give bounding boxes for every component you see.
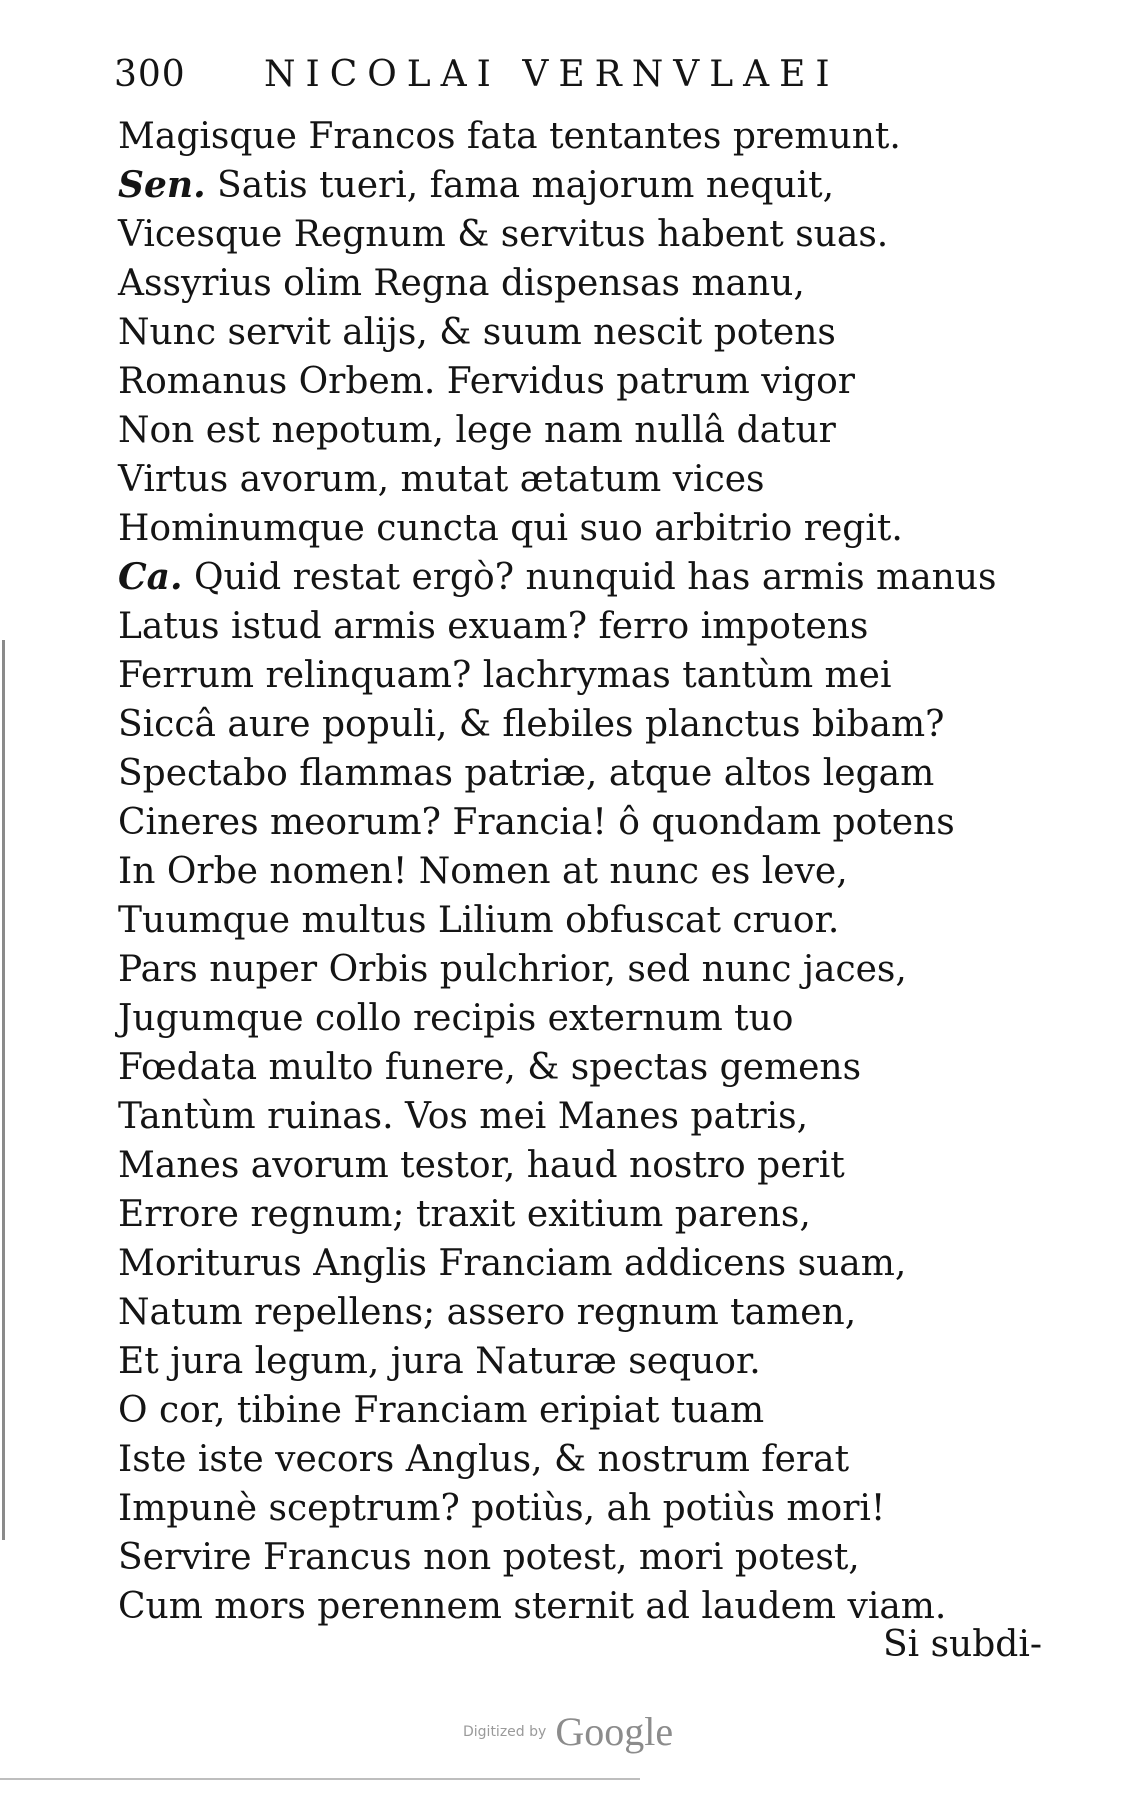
- verse-line: [118, 1386, 1018, 1435]
- verse-text: In Orbe nomen! Nomen at nunc es leve,: [118, 851, 848, 892]
- verse-text: Satis tueri, fama majorum nequit,: [205, 165, 835, 206]
- verse-text: Vicesque Regnum & servitus habent suas.: [118, 214, 889, 255]
- verse-line: [118, 798, 1018, 847]
- verse-text: Errore regnum; traxit exitium parens,: [118, 1194, 811, 1235]
- verse-text: Quid restat ergò? nunquid has armis manus: [182, 557, 997, 598]
- verse-line: [118, 1337, 1018, 1386]
- verse-line: [118, 259, 1018, 308]
- verse-line: [118, 847, 1018, 896]
- verse-text: Pars nuper Orbis pulchrior, sed nunc jaces,: [118, 949, 907, 990]
- verse-text: Virtus avorum, mutat ætatum vices: [118, 459, 765, 500]
- verse-line: [118, 553, 1018, 602]
- verse-line: [118, 994, 1018, 1043]
- speaker-label: Sen.: [118, 164, 206, 206]
- verse-line: [118, 308, 1018, 357]
- verse-text: Tantùm ruinas. Vos mei Manes patris,: [118, 1096, 809, 1137]
- verse-text: Impunè sceptrum? potiùs, ah potiùs mori!: [118, 1488, 886, 1529]
- page-header: [114, 54, 1014, 104]
- verse-text: Non est nepotum, lege nam nullâ datur: [118, 410, 836, 451]
- digitization-watermark: [463, 1708, 673, 1755]
- verse-text: Manes avorum testor, haud nostro perit: [118, 1145, 845, 1186]
- watermark-prefix: Digitized by: [463, 1723, 547, 1740]
- verse-line: [118, 602, 1018, 651]
- verse-line: [118, 406, 1018, 455]
- verse-line: [118, 1288, 1018, 1337]
- verse-line: [118, 161, 1018, 210]
- verse-text: Servire Francus non potest, mori potest,: [118, 1537, 860, 1578]
- verse-line: [118, 455, 1018, 504]
- verse-line: [118, 1141, 1018, 1190]
- google-logo: Google: [555, 1709, 674, 1754]
- page-number: 300: [114, 54, 186, 95]
- verse-line: [118, 1484, 1018, 1533]
- verse-line: [118, 749, 1018, 798]
- verse-line: [118, 651, 1018, 700]
- verse-text: Magisque Francos fata tentantes premunt.: [118, 116, 901, 157]
- verse-text: O cor, tibine Franciam eripiat tuam: [118, 1390, 765, 1431]
- verse-line: [118, 896, 1018, 945]
- verse-text: Siccâ aure populi, & flebiles planctus bibam?: [118, 704, 945, 745]
- verse-text: Spectabo flammas patriæ, atque altos legam: [118, 753, 935, 794]
- verse-text: Et jura legum, jura Naturæ sequor.: [118, 1341, 761, 1382]
- verse-text: Hominumque cuncta qui suo arbitrio regit.: [118, 508, 903, 549]
- speaker-label: Ca.: [118, 556, 183, 598]
- verse-text: Latus istud armis exuam? ferro impotens: [118, 606, 869, 647]
- verse-text: Fœdata multo funere, & spectas gemens: [118, 1047, 862, 1088]
- verse-text: Nunc servit alijs, & suum nescit potens: [118, 312, 836, 353]
- verse-line: [118, 210, 1018, 259]
- verse-line: [118, 1533, 1018, 1582]
- verse-line: [118, 945, 1018, 994]
- verse-line: [118, 1092, 1018, 1141]
- page-bottom-rule: [0, 1778, 640, 1780]
- verse-text: Romanus Orbem. Fervidus patrum vigor: [118, 361, 856, 402]
- catchword: Si subdi-: [882, 1624, 1042, 1665]
- verse-line: [118, 700, 1018, 749]
- verse-line: [118, 1190, 1018, 1239]
- verse-line: [118, 357, 1018, 406]
- verse-text: Natum repellens; assero regnum tamen,: [118, 1292, 857, 1333]
- verse-text: Moriturus Anglis Franciam addicens suam,: [118, 1243, 907, 1284]
- verse-text: Cum mors perennem sternit ad laudem viam.: [118, 1586, 947, 1627]
- verse-text: Assyrius olim Regna dispensas manu,: [118, 263, 805, 304]
- verse-line: [118, 1239, 1018, 1288]
- verse-text: Ferrum relinquam? lachrymas tantùm mei: [118, 655, 892, 696]
- verse-block: [118, 112, 1018, 1631]
- verse-line: [118, 112, 1018, 161]
- page-edge-shadow: [2, 640, 5, 1540]
- verse-line: [118, 504, 1018, 553]
- running-head: NICOLAI VERNVLAEI: [264, 54, 840, 95]
- verse-text: Tuumque multus Lilium obfuscat cruor.: [118, 900, 840, 941]
- verse-text: Cineres meorum? Francia! ô quondam potens: [118, 802, 955, 843]
- verse-text: Iste iste vecors Anglus, & nostrum ferat: [118, 1439, 850, 1480]
- verse-line: [118, 1043, 1018, 1092]
- verse-line: [118, 1435, 1018, 1484]
- verse-text: Jugumque collo recipis externum tuo: [118, 998, 794, 1039]
